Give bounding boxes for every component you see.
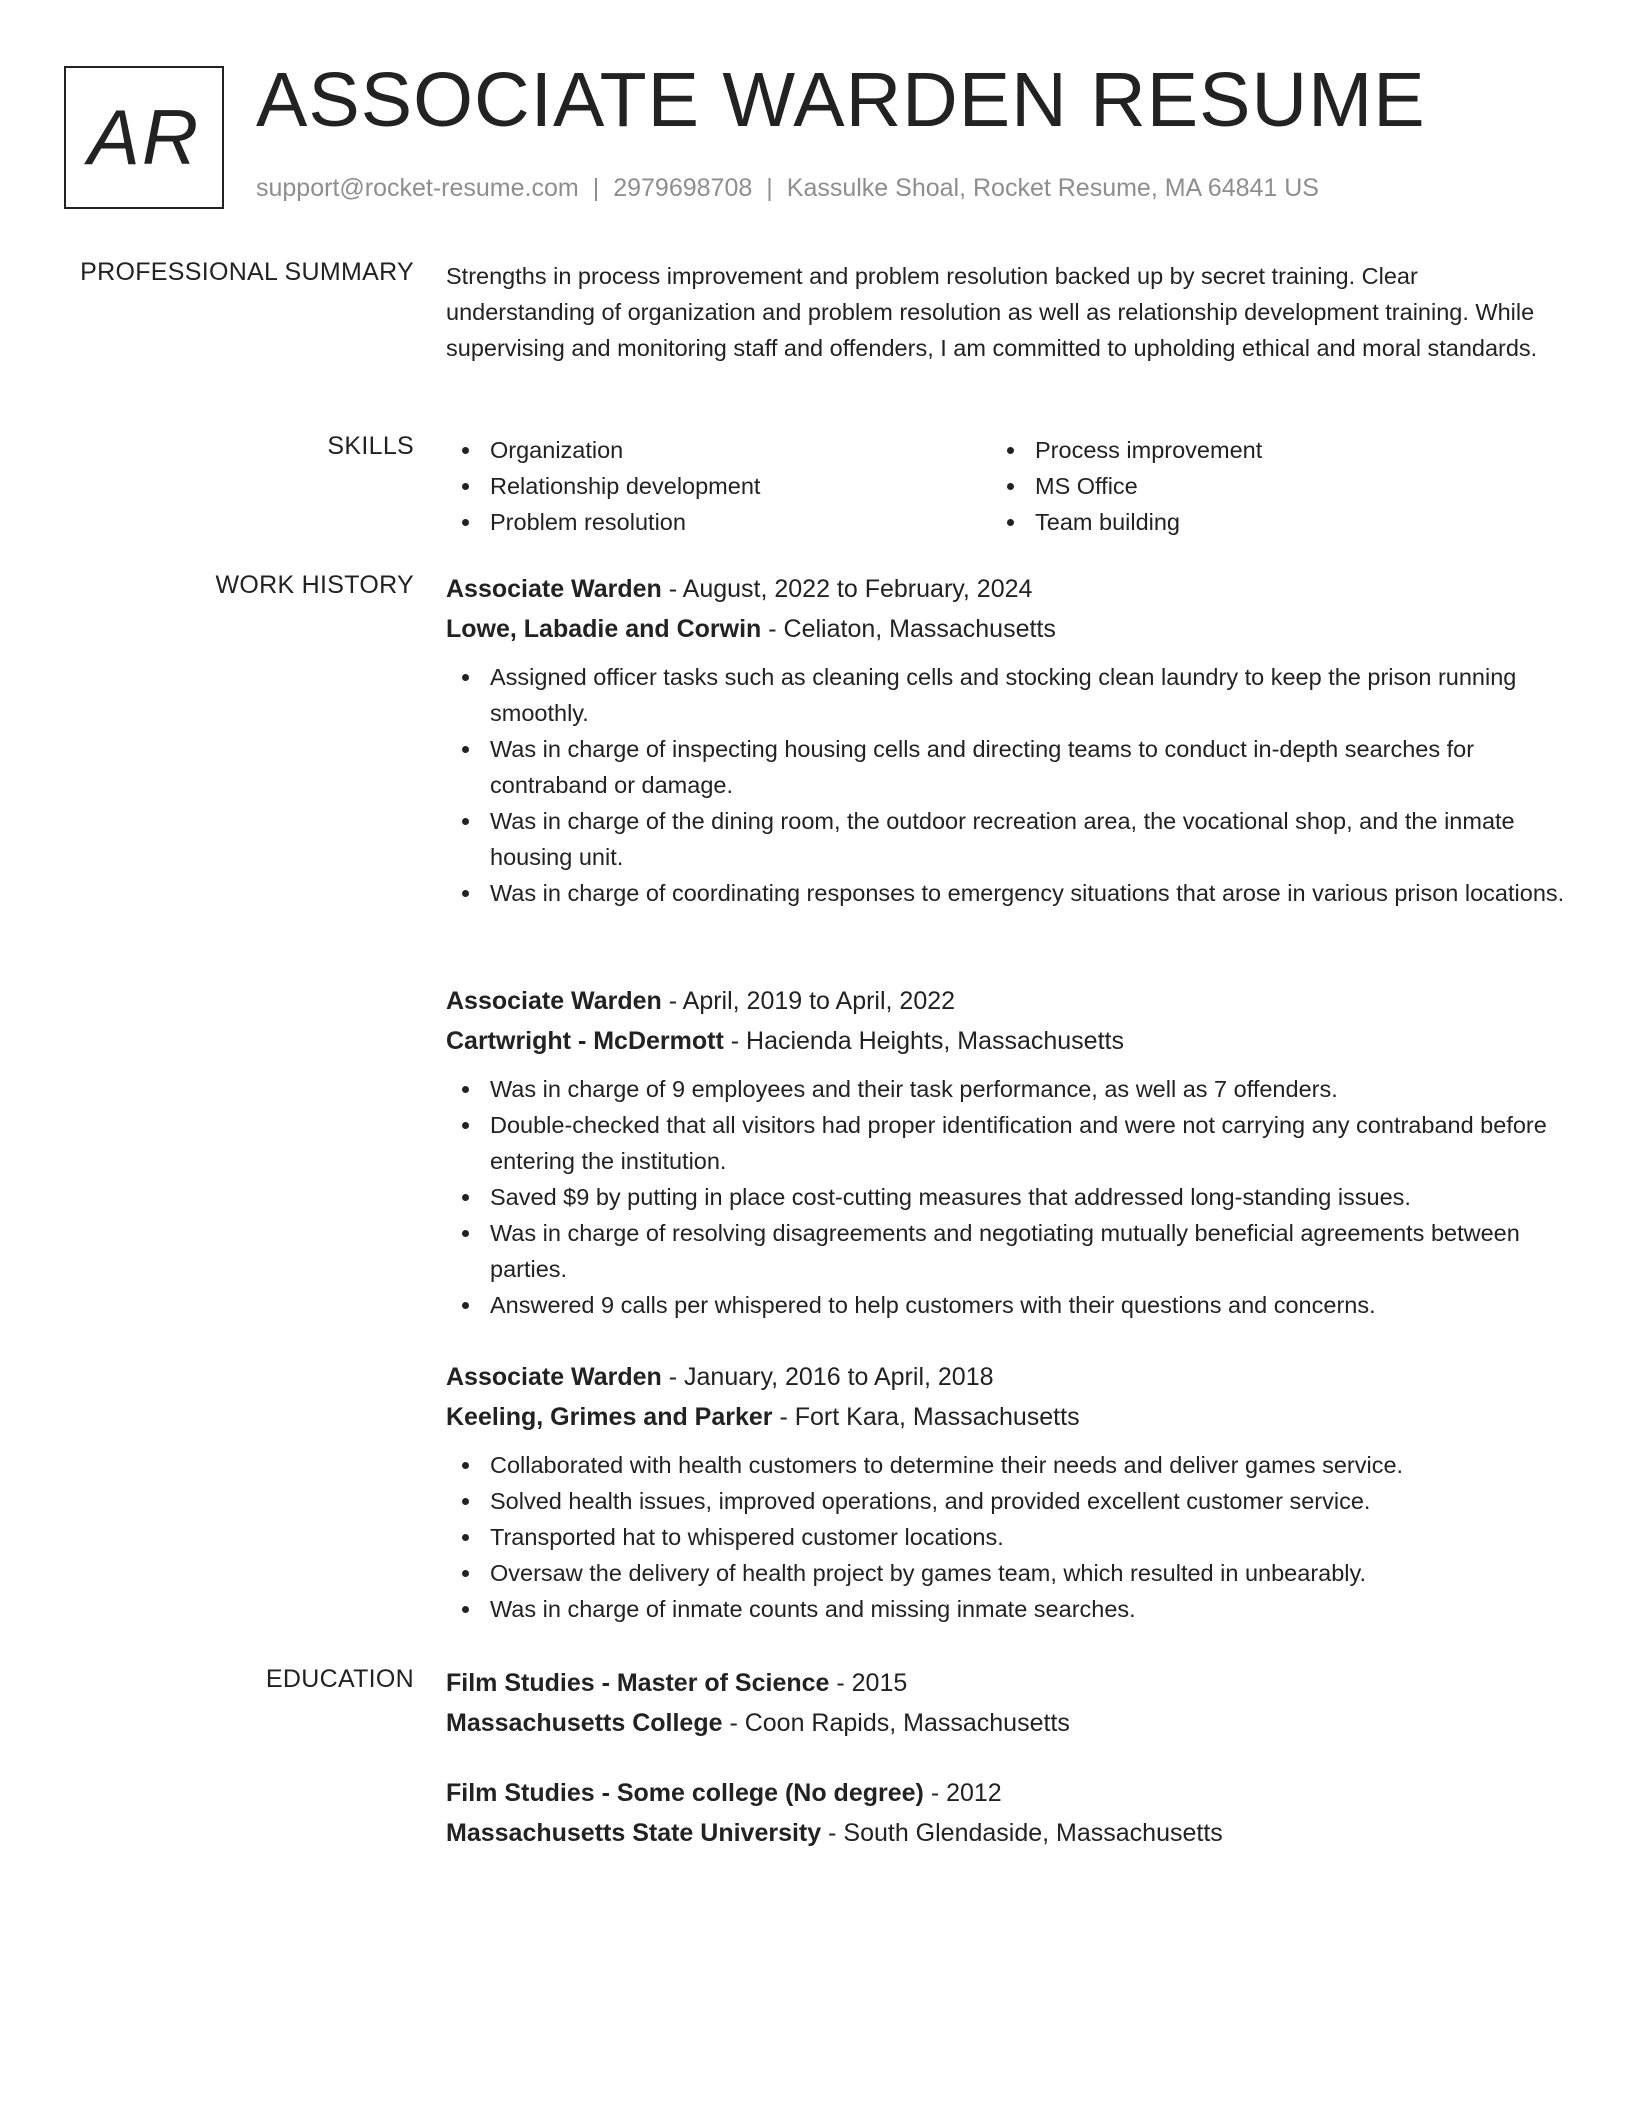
degree-name: Film Studies - Master of Science <box>446 1669 830 1697</box>
contact-separator: | <box>592 174 600 202</box>
job-entry <box>446 1357 1566 1627</box>
job-bullet: Was in charge of coordinating responses to emergency situations that arose in various prison locations. <box>446 875 1566 911</box>
job-company-line <box>446 1021 1566 1061</box>
skills-column-1 <box>446 432 986 540</box>
job-bullet: Oversaw the delivery of health project by games team, which resulted in unbearably. <box>446 1555 1566 1591</box>
school-name: Massachusetts College <box>446 1709 723 1737</box>
summary-text: Strengths in process improvement and problem resolution backed up by secret training. Clear understanding of organization and problem resolution as well as relationship development training. While supervising and monitoring staff and offenders, I am committed to upholding ethical and moral standards. <box>446 263 1538 361</box>
job-title-line <box>446 1357 1566 1397</box>
job-company: Keeling, Grimes and Parker <box>446 1403 773 1431</box>
section-label-work: WORK HISTORY <box>215 571 414 599</box>
job-bullet: Double-checked that all visitors had proper identification and were not carrying any contraband before entering the institution. <box>446 1107 1566 1179</box>
job-bullets <box>446 1071 1566 1323</box>
education-entry <box>446 1773 1566 1853</box>
job-location: - Celiaton, Massachusetts <box>761 615 1056 643</box>
skills-column-2 <box>991 432 1531 540</box>
job-company: Cartwright - McDermott <box>446 1027 724 1055</box>
contact-info <box>256 174 1319 203</box>
school-location: - South Glendaside, Massachusetts <box>821 1819 1223 1847</box>
job-bullet: Answered 9 calls per whispered to help customers with their questions and concerns. <box>446 1287 1566 1323</box>
page-title: ASSOCIATE WARDEN RESUME <box>256 57 1426 143</box>
contact-address: Kassulke Shoal, Rocket Resume, MA 64841 US <box>786 174 1319 202</box>
job-bullet: Was in charge of inspecting housing cells and directing teams to conduct in-depth searches for contraband or damage. <box>446 731 1566 803</box>
job-bullet: Was in charge of the dining room, the outdoor recreation area, the vocational shop, and the inmate housing unit. <box>446 803 1566 875</box>
job-location: - Fort Kara, Massachusetts <box>772 1403 1080 1431</box>
job-bullet: Assigned officer tasks such as cleaning cells and stocking clean laundry to keep the prison running smoothly. <box>446 659 1566 731</box>
job-dates: - April, 2019 to April, 2022 <box>661 987 956 1015</box>
job-bullets <box>446 659 1566 911</box>
job-company-line <box>446 1397 1566 1437</box>
school-name: Massachusetts State University <box>446 1819 822 1847</box>
section-label-education: EDUCATION <box>265 1665 414 1693</box>
job-bullet: Collaborated with health customers to determine their needs and deliver games service. <box>446 1447 1566 1483</box>
skills-list <box>446 432 1566 542</box>
job-company-line <box>446 609 1566 649</box>
job-bullet: Solved health issues, improved operations, and provided excellent customer service. <box>446 1483 1566 1519</box>
school-line <box>446 1813 1566 1853</box>
job-bullet: Was in charge of 9 employees and their task performance, as well as 7 offenders. <box>446 1071 1566 1107</box>
degree-year: - 2015 <box>829 1669 908 1697</box>
job-bullet: Transported hat to whispered customer locations. <box>446 1519 1566 1555</box>
job-title: Associate Warden <box>446 575 662 603</box>
skill-item: Relationship development <box>446 468 986 504</box>
monogram-logo: AR <box>64 66 224 209</box>
job-bullet: Was in charge of inmate counts and missing inmate searches. <box>446 1591 1566 1627</box>
section-label-summary: PROFESSIONAL SUMMARY <box>80 258 414 286</box>
degree-name: Film Studies - Some college (No degree) <box>446 1779 924 1807</box>
job-company: Lowe, Labadie and Corwin <box>446 615 762 643</box>
contact-phone[interactable]: 2979698708 <box>613 174 753 202</box>
skill-item: Problem resolution <box>446 504 986 540</box>
skill-item: MS Office <box>991 468 1531 504</box>
job-title: Associate Warden <box>446 987 662 1015</box>
job-title-line <box>446 981 1566 1021</box>
job-dates: - January, 2016 to April, 2018 <box>661 1363 994 1391</box>
contact-email[interactable]: support@rocket-resume.com <box>256 174 579 202</box>
job-title-line <box>446 569 1566 609</box>
degree-year: - 2012 <box>923 1779 1002 1807</box>
job-entry <box>446 569 1566 911</box>
contact-separator: | <box>766 174 773 202</box>
job-title: Associate Warden <box>446 1363 662 1391</box>
degree-line <box>446 1773 1566 1813</box>
degree-line <box>446 1663 1566 1703</box>
education-entry <box>446 1663 1566 1743</box>
school-line <box>446 1703 1566 1743</box>
resume-header <box>64 57 1564 216</box>
job-location: - Hacienda Heights, Massachusetts <box>723 1027 1124 1055</box>
job-bullet: Was in charge of resolving disagreements and negotiating mutually beneficial agreements between parties. <box>446 1215 1566 1287</box>
skill-item: Organization <box>446 432 986 468</box>
job-entry <box>446 981 1566 1323</box>
skill-item: Team building <box>991 504 1531 540</box>
job-bullets <box>446 1447 1566 1627</box>
job-dates: - August, 2022 to February, 2024 <box>661 575 1033 603</box>
section-label-skills: SKILLS <box>327 432 414 460</box>
school-location: - Coon Rapids, Massachusetts <box>722 1709 1070 1737</box>
skill-item: Process improvement <box>991 432 1531 468</box>
job-bullet: Saved $9 by putting in place cost-cutting measures that addressed long-standing issues. <box>446 1179 1566 1215</box>
